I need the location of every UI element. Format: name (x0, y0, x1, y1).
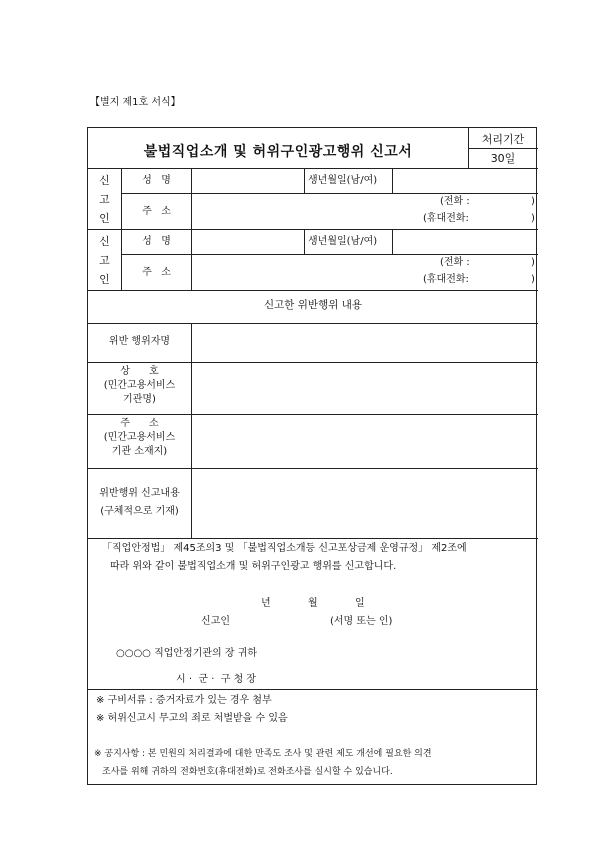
reporter-2-address-field[interactable] (192, 255, 537, 290)
business-name-label-2: (민간고용서비스 (103, 380, 176, 391)
reporter-2-char-3: 인 (99, 273, 110, 286)
reporter-2-phone-label: (전화 : (440, 257, 470, 268)
signer-signature-hint[interactable]: (서명 또는 인) (330, 616, 393, 627)
reporter-1-mobile-close: ) (531, 213, 535, 224)
business-address-label-2: (민간고용서비스 (103, 432, 176, 443)
date-month-label: 월 (308, 598, 318, 609)
business-name-label-1: 상 호 (120, 366, 159, 377)
reporter-2-char-1: 신 (99, 235, 110, 248)
statement-line-1: 「직업안정법」 제45조의3 및 「불법직업소개등 신고포상금제 운영규정」 제2조에 (102, 543, 467, 554)
note-notice-line-2: 조사를 위해 귀하의 전화번호(휴대전화)로 전화조사를 실시할 수 있습니다. (102, 767, 393, 777)
processing-period-label: 처리기간 (481, 133, 525, 146)
date-day-label: 일 (355, 598, 365, 609)
report-form (87, 127, 537, 785)
business-name-field[interactable] (192, 363, 537, 413)
reporter-1-name-field[interactable] (192, 169, 304, 193)
reporter-2-birth-label: 생년월일(남/여) (308, 236, 378, 247)
reporter-1-phone-label: (전화 : (440, 196, 470, 207)
business-name-label-3: 기관명) (123, 394, 156, 405)
reporter-2-birth-field[interactable] (393, 230, 537, 254)
reporter-2-phone-close: ) (531, 257, 535, 268)
reporter-1-birth-field[interactable] (393, 169, 537, 193)
form-label: 【별지 제1호 서식】 (90, 97, 181, 108)
processing-period-value: 30일 (490, 152, 516, 165)
recipient-agency: ○○○○ 직업안정기관의 장 귀하 (116, 648, 258, 659)
reporter-2-address-label: 주 소 (142, 267, 171, 278)
reporter-1-address-field[interactable] (192, 194, 537, 229)
business-address-label-1: 주 소 (120, 418, 159, 429)
statement-line-2: 따라 위와 같이 불법직업소개 및 허위구인광고 행위를 신고합니다. (110, 561, 397, 572)
reporter-1-char-2: 고 (99, 193, 110, 206)
reporter-2-name-field[interactable] (192, 230, 304, 254)
reporter-1-phone-close: ) (531, 196, 535, 207)
reporter-1-birth-label: 생년월일(남/여) (308, 175, 378, 186)
violator-name-label: 위반 행위자명 (108, 336, 171, 347)
reporter-1-name-label: 성 명 (142, 175, 171, 186)
date-year-label: 년 (261, 598, 271, 609)
signer-label: 신고인 (201, 616, 230, 627)
reporter-1-mobile-label: (휴대전화: (423, 213, 469, 224)
business-address-label-3: 기관 소재지) (111, 446, 168, 457)
report-content-field[interactable] (192, 469, 537, 537)
reporter-2-mobile-close: ) (531, 274, 535, 285)
violation-section-heading: 신고한 위반행위 내용 (264, 299, 362, 311)
note-required-documents: ※ 구비서류 : 증거자료가 있는 경우 첨부 (96, 695, 272, 706)
business-address-field[interactable] (192, 415, 537, 467)
violator-name-field[interactable] (192, 324, 537, 362)
reporter-1-char-1: 신 (99, 174, 110, 187)
reporter-2-char-2: 고 (99, 254, 110, 267)
reporter-2-mobile-label: (휴대전화: (423, 274, 469, 285)
form-title: 불법직업소개 및 허위구인광고행위 신고서 (143, 144, 413, 160)
report-content-label-2: (구체적으로 기재) (100, 506, 179, 517)
note-notice-line-1: ※ 공지사항 : 본 민원의 처리결과에 대한 만족도 조사 및 관련 제도 개선에 필요한 의견 (94, 749, 432, 759)
reporter-1-char-3: 인 (99, 212, 110, 225)
reporter-1-address-label: 주 소 (142, 206, 171, 217)
note-false-report-warning: ※ 허위신고시 무고의 죄로 처벌받을 수 있음 (96, 713, 288, 724)
reporter-2-name-label: 성 명 (142, 236, 171, 247)
report-content-label-1: 위반행위 신고내용 (99, 488, 180, 499)
recipient-local-government: 시 · 군 · 구 청 장 (176, 674, 257, 685)
